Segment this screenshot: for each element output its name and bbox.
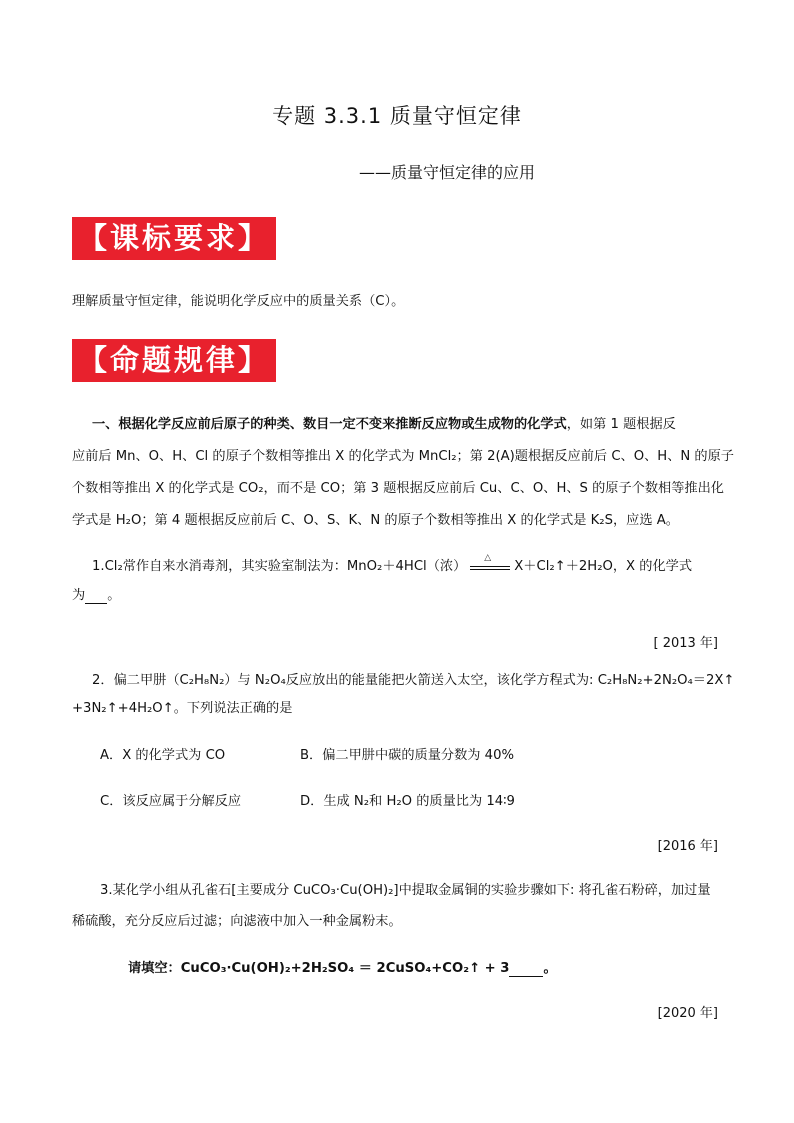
banner-label: 【课标要求】 bbox=[78, 221, 271, 255]
q1-text-d: 。 bbox=[107, 588, 121, 603]
q1-answer-blank[interactable] bbox=[85, 588, 107, 604]
q3-fill-line bbox=[128, 957, 557, 977]
q2-line-1: 2．偏二甲肼（C₂H₈N₂）与 N₂O₄反应放出的能量能把火箭送入太空，该化学方程式为: C₂H₈N₂+2N₂O₄＝2X↑ bbox=[92, 673, 735, 688]
q3-line-1: 3.某化学小组从孔雀石[主要成分 CuCO₃·Cu(OH)₂]中提取金属铜的实验步骤如下: 将孔雀石粉碎，加过量 bbox=[100, 883, 711, 898]
q1-text-c: 为 bbox=[72, 588, 86, 603]
intro-bold-text: 一、根据化学反应前后原子的种类、数目一定不变来推断反应物或生成物的化学式 bbox=[92, 417, 567, 432]
q2-year: [2016 年] bbox=[657, 839, 718, 854]
q3-fill-end: 。 bbox=[543, 961, 557, 976]
intro-line-3: 个数相等推出 X 的化学式是 CO₂，而不是 CO；第 3 题根据反应前后 Cu、C、O、H、S 的原子个数相等推出化 bbox=[72, 481, 724, 496]
q3-year: [2020 年] bbox=[657, 1006, 718, 1021]
q2-option-b: B．偏二甲肼中碳的质量分数为 40% bbox=[300, 748, 514, 763]
heating-condition-sign bbox=[470, 553, 510, 573]
q1-line-2 bbox=[72, 584, 120, 604]
heat-triangle-icon: △ bbox=[484, 553, 492, 563]
banner-exam-patterns bbox=[72, 339, 276, 382]
q2-option-d: D．生成 N₂和 H₂O 的质量比为 14∶9 bbox=[300, 794, 515, 809]
banner-label: 【命题规律】 bbox=[78, 343, 271, 377]
q2-line-2: +3N₂↑+4H₂O↑。下列说法正确的是 bbox=[72, 701, 293, 716]
q3-answer-blank[interactable] bbox=[509, 961, 543, 977]
page-title: 专题 3.3.1 质量守恒定律 bbox=[272, 104, 522, 128]
q1-year: [ 2013 年] bbox=[653, 636, 718, 651]
subtitle-text: ——质量守恒定律的应用 bbox=[358, 163, 535, 182]
curriculum-text: 理解质量守恒定律，能说明化学反应中的质量关系（C）。 bbox=[72, 294, 405, 309]
page-subtitle bbox=[0, 160, 794, 183]
q3-fill-text: 请填空：CuCO₃·Cu(OH)₂+2H₂SO₄ ＝ 2CuSO₄+CO₂↑ + 3 bbox=[128, 961, 510, 976]
q3-line-2: 稀硫酸，充分反应后过滤；向滤液中加入一种金属粉末。 bbox=[72, 914, 402, 929]
q2-option-a: A．X 的化学式为 CO bbox=[100, 748, 226, 763]
q2-option-c: C．该反应属于分解反应 bbox=[100, 794, 242, 809]
intro-line-2: 应前后 Mn、O、H、Cl 的原子个数相等推出 X 的化学式为 MnCl₂；第 2(A)题根据反应前后 C、O、H、N 的原子 bbox=[72, 449, 734, 464]
q1-line-1 bbox=[92, 555, 692, 574]
intro-line-1 bbox=[92, 413, 676, 432]
banner-curriculum-requirements bbox=[72, 217, 276, 260]
intro-line-1-rest: ，如第 1 题根据反 bbox=[566, 417, 676, 432]
q1-text-b: X＋Cl₂↑＋2H₂O，X 的化学式 bbox=[514, 559, 693, 574]
intro-line-4: 学式是 H₂O；第 4 题根据反应前后 C、O、S、K、N 的原子个数相等推出 X 的化学式是 K₂S，应选 A。 bbox=[72, 513, 679, 528]
q1-text-a: 1.Cl₂常作自来水消毒剂，其实验室制法为：MnO₂＋4HCl（浓） bbox=[92, 559, 467, 574]
